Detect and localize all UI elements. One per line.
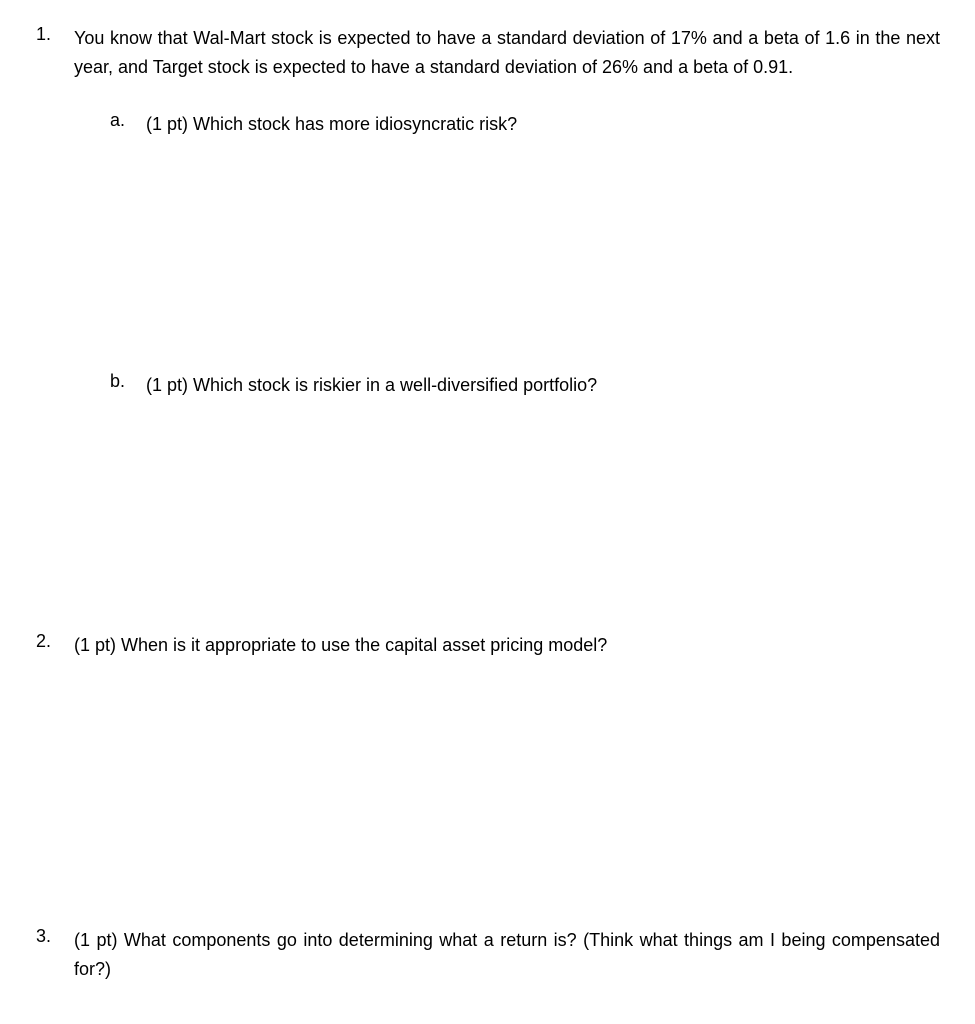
question-2-number: 2. bbox=[36, 631, 52, 651]
question-1a-letter: a. bbox=[110, 110, 126, 130]
question-1-number: 1. bbox=[36, 24, 52, 44]
question-1b-letter: b. bbox=[110, 371, 126, 391]
question-3-text: (1 pt) What components go into determining what a return is? (Think what things am I being compensated for?) bbox=[74, 930, 940, 979]
question-1a-text: (1 pt) Which stock has more idiosyncratic risk? bbox=[146, 114, 518, 134]
question-1b-text: (1 pt) Which stock is riskier in a well-diversified portfolio? bbox=[146, 375, 598, 395]
question-1-text: You know that Wal-Mart stock is expected to have a standard deviation of 17% and a beta of 1.6 in the next year, and Target stock is expected to have a standard deviation of 26% and a beta of 0.91. bbox=[74, 28, 940, 77]
question-3-number: 3. bbox=[36, 926, 52, 946]
question-2-text: (1 pt) When is it appropriate to use the capital asset pricing model? bbox=[74, 635, 608, 655]
